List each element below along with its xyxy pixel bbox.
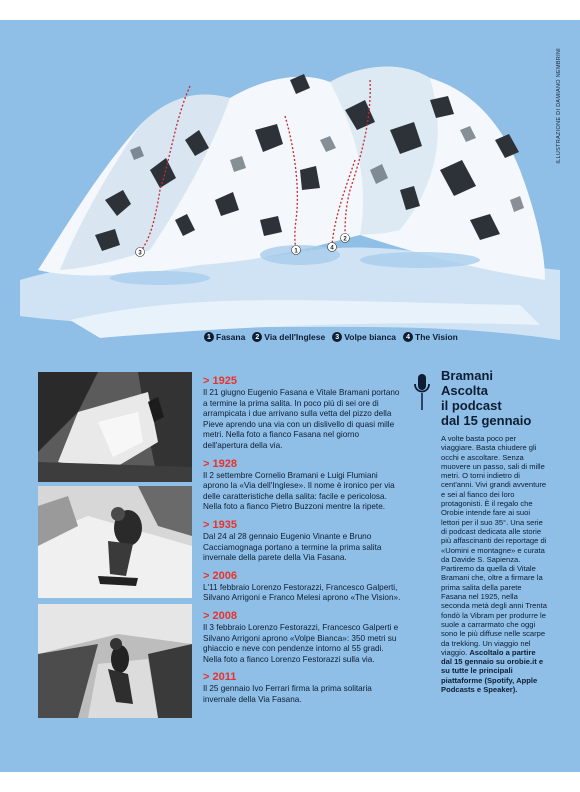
timeline-text: L'11 febbraio Lorenzo Festorazzi, Francesco Galperti, Silvano Arrigoni e Franco Melesi aprono «The Vision». xyxy=(203,582,401,603)
timeline-year: > 1935 xyxy=(203,518,237,531)
podcast-body xyxy=(441,434,547,694)
podcast-subtitle: Ascolta xyxy=(441,383,488,398)
photo-festorazzi xyxy=(38,604,192,718)
mountain-illustration xyxy=(0,20,580,370)
microphone-icon xyxy=(413,372,431,412)
podcast-subtitle: il podcast xyxy=(441,398,502,413)
photo-buzzoni xyxy=(38,486,192,598)
timeline-entry xyxy=(203,670,403,705)
legend-label: Via dell'Inglese xyxy=(264,332,326,342)
timeline-year: > 2011 xyxy=(203,671,237,684)
legend-label: Volpe bianca xyxy=(344,332,397,342)
legend-label: The Vision xyxy=(415,332,458,342)
timeline-year: > 2008 xyxy=(203,609,237,622)
timeline-text: Il 3 febbraio Lorenzo Festorazzi, Francesco Galperti e Silvano Arrigoni aprono «Volpe Bianca»: 350 metri su ghiaccio e neve con pendenze intorno al 55 gradi. Nella foto a fianco Lorenzo Festorazzi sulla via. xyxy=(203,622,399,664)
legend-item xyxy=(332,332,396,342)
timeline xyxy=(203,374,403,710)
timeline-year: > 1928 xyxy=(203,457,237,470)
legend-item xyxy=(252,332,325,342)
timeline-entry xyxy=(203,457,403,513)
route-legend xyxy=(204,332,461,342)
photo-fasana xyxy=(38,372,192,482)
legend-number: 4 xyxy=(403,332,413,342)
podcast-body-cta: Ascoltalo a partire dal 15 gennaio su orobie.it e su tutte le principali piattaforme (Spotify, Apple Podcasts e Speaker). xyxy=(441,647,544,695)
svg-text:4: 4 xyxy=(330,245,334,252)
timeline-text: Dal 24 al 28 gennaio Eugenio Vinante e Bruno Cacciamognaga portano a termine la prima salita invernale della parete della Via Fasana. xyxy=(203,531,382,563)
podcast-subtitle: dal 15 gennaio xyxy=(441,413,532,428)
timeline-year: > 2006 xyxy=(203,569,237,582)
legend-number: 2 xyxy=(252,332,262,342)
legend-number: 3 xyxy=(332,332,342,342)
legend-label: Fasana xyxy=(216,332,246,342)
timeline-text: Il 21 giugno Eugenio Fasana e Vitale Bramani portano a termine la prima salita. In poco più di sei ore di arrampicata i due arrivano sulla vetta del pizzo della Pieve aprendo una via con un dislivello di quasi mille metri. Nella foto a fianco Fasana nel giorno dell'apertura della via. xyxy=(203,388,400,450)
svg-text:1: 1 xyxy=(294,248,298,255)
svg-text:2: 2 xyxy=(343,236,347,243)
timeline-text: Il 25 gennaio Ivo Ferrari firma la prima solitaria invernale della Via Fasana. xyxy=(203,684,372,704)
podcast-title: Bramani xyxy=(441,368,494,383)
podcast-sidebar xyxy=(413,368,547,695)
timeline-entry xyxy=(203,569,403,604)
timeline-text: Il 2 settembre Cornelio Bramani e Luigi Flumiani aprono la «Via dell'Inglese». Il nome è ironico per via delle caratteristiche della salita: facile e pericolosa. Nella foto a fianco Pietro Buzzoni mentre la ripete. xyxy=(203,470,395,512)
magazine-page xyxy=(0,20,580,772)
timeline-year: > 1925 xyxy=(203,375,237,387)
legend-number: 1 xyxy=(204,332,214,342)
timeline-entry xyxy=(203,374,403,452)
podcast-body-text: A volte basta poco per viaggiare. Basta chiudere gli occhi e ascoltare. Senza muovere un passo, sali di mille metri. O torni indietro di cent'anni. Vivi grandi avventure e sei al fianco dei loro protagonisti. È il regalo che Orobie intende fare ai suoi lettori per il suo 35°. Una serie di podcast dedicata alle storie più affascinanti dei reportage di «Uomini e montagne» e curata da Davide S. Sapienza. Partiremo da quella di Vitale Bramani che, oltre a firmare la prima salita della parete Fasana nel 1925, nella seconda metà degli anni Trenta fondò la Vibram per produrre le suole a carrarmato che oggi sono le più diffuse nelle scarpe da trekking. Un viaggio nel viaggio. xyxy=(441,434,547,657)
illustration-credit: ILLUSTRAZIONE DI DAMIANO NEMBRINI xyxy=(556,48,562,164)
timeline-entry xyxy=(203,518,403,564)
legend-item xyxy=(403,332,458,342)
svg-text:3: 3 xyxy=(138,250,142,257)
legend-item xyxy=(204,332,245,342)
timeline-entry xyxy=(203,609,403,665)
